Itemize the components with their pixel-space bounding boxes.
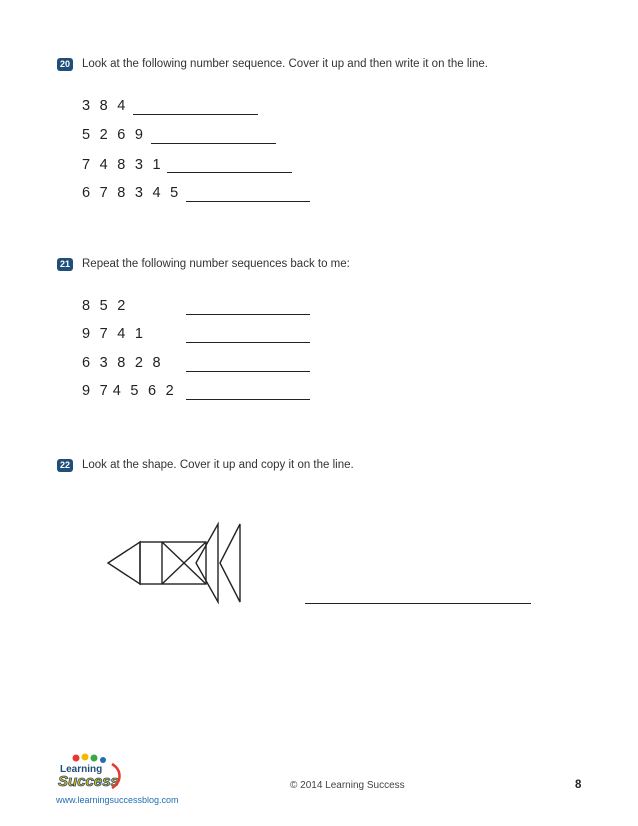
- number-sequence: 6 7 8 3 4 5: [82, 185, 179, 201]
- logo-dot-icon: [73, 755, 80, 762]
- answer-line[interactable]: [167, 172, 292, 173]
- number-sequence: 6 3 8 2 8: [82, 355, 162, 371]
- shape-triangle: [220, 524, 240, 602]
- number-sequence: 8 5 2: [82, 298, 126, 314]
- logo-text: Success: [58, 773, 119, 790]
- shape-triangle: [108, 542, 140, 584]
- website-link[interactable]: www.learningsuccessblog.com: [56, 795, 179, 805]
- question-number-badge: 20: [57, 58, 73, 71]
- number-sequence: 5 2 6 9: [82, 127, 144, 143]
- logo-dot-icon: [82, 754, 89, 761]
- logo-dot-icon: [91, 755, 98, 762]
- drawing-answer-line[interactable]: [305, 603, 531, 604]
- answer-line[interactable]: [186, 399, 310, 400]
- learning-success-logo: [56, 752, 128, 792]
- answer-line[interactable]: [186, 342, 310, 343]
- copyright: © 2014 Learning Success: [290, 780, 405, 791]
- number-sequence: 9 7 4 1: [82, 326, 144, 342]
- logo-text: Learning: [60, 764, 103, 775]
- answer-line[interactable]: [186, 371, 310, 372]
- shape-triangle: [196, 524, 218, 602]
- question-prompt: Look at the shape. Cover it up and copy it on the line.: [82, 459, 354, 471]
- question-prompt: Look at the following number sequence. Cover it up and then write it on the line.: [82, 58, 488, 70]
- answer-line[interactable]: [151, 143, 276, 144]
- page-number: 8: [575, 779, 582, 791]
- answer-line[interactable]: [133, 114, 258, 115]
- question-number-badge: 22: [57, 459, 73, 472]
- number-sequence: 3 8 4: [82, 98, 126, 114]
- answer-line[interactable]: [186, 201, 310, 202]
- question-prompt: Repeat the following number sequences back to me:: [82, 258, 350, 270]
- number-sequence: 9 7 4 5 6 2: [82, 383, 175, 399]
- number-sequence: 7 4 8 3 1: [82, 157, 162, 173]
- fish-shape: [100, 518, 250, 608]
- answer-line[interactable]: [186, 314, 310, 315]
- question-number-badge: 21: [57, 258, 73, 271]
- logo-dot-icon: [100, 757, 106, 763]
